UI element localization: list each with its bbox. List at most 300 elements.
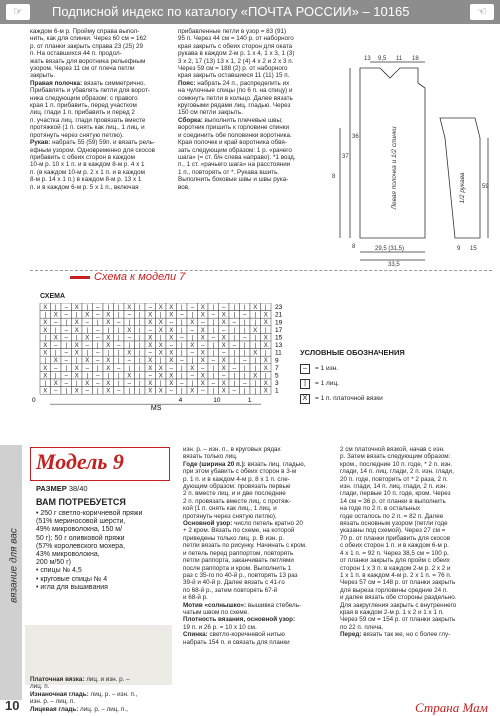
text-line: 2 см платочной вязкой, начав с изн.: [340, 446, 445, 453]
text-line: 150 см петли закрыть.: [178, 109, 243, 117]
chart-symbol: –: [127, 358, 131, 365]
chart-symbol: X: [53, 358, 58, 365]
text-line: изн. р. – лиц. п.: [30, 698, 76, 706]
chart-symbol: X: [127, 373, 132, 380]
text-line: 2 п. вместе лиц. и и две последние: [183, 490, 286, 498]
material-item: (51% мериносовой шерсти,: [36, 518, 126, 526]
chart-symbol: X: [200, 358, 205, 365]
chart-symbol: |: [159, 312, 162, 319]
chart-symbol: X: [169, 381, 174, 387]
chart-symbol: –: [148, 350, 152, 357]
chart-symbol: X: [158, 350, 163, 357]
text-line: протяжкой (1 п. снять как лиц., 1 лиц. и: [30, 124, 145, 132]
chart-symbol: |: [96, 365, 99, 372]
text-column-4: [340, 446, 492, 639]
chart-symbol: X: [200, 335, 205, 342]
row-number: 13: [275, 342, 283, 350]
chart-symbol: X: [169, 327, 174, 334]
chart-symbol: |: [138, 381, 141, 387]
legend-item: | = 1 лиц.: [300, 376, 405, 391]
row-number: 23: [275, 304, 283, 312]
chart-symbol: –: [148, 305, 152, 311]
repeat-label: MS: [150, 405, 162, 413]
chart-symbol: |: [138, 373, 141, 380]
chart-symbol: |: [212, 365, 215, 372]
chart-symbol: X: [221, 381, 226, 387]
chart-symbol: |: [180, 320, 183, 327]
text-line: жать вязать для воротника рельефным: [30, 57, 146, 65]
chart-symbol: |: [138, 305, 141, 311]
chart-symbol: –: [96, 312, 100, 319]
text-line: на чулочные спицы (по 6 п. на спицу) и: [178, 87, 293, 95]
chart-symbol: X: [127, 305, 132, 311]
chart-symbol: –: [148, 327, 152, 334]
row-zero-label: 0: [32, 397, 36, 405]
chart-symbol: |: [243, 350, 246, 357]
chart-symbol: X: [190, 365, 195, 372]
chart-symbol: |: [254, 335, 257, 342]
chart-symbol: |: [233, 312, 236, 319]
chart-symbol: –: [180, 335, 184, 342]
chart-symbol: X: [106, 320, 111, 327]
chart-symbol: X: [74, 327, 79, 334]
text-line: прибавленные петли в узор = 83 (91): [178, 28, 287, 35]
text-line: ефным узором. Одновременно для скосов: [30, 146, 155, 154]
chart-symbol: –: [64, 373, 68, 380]
chart-symbol: –: [96, 350, 100, 357]
chart-symbol: X: [221, 312, 226, 319]
text-line: п., 1 ст. «рачьего шага» на расстоянии: [178, 161, 291, 169]
chart-symbol: |: [180, 365, 183, 372]
chart-symbol: |: [159, 335, 162, 342]
chart-symbol: –: [96, 335, 100, 342]
text-line: раз с 35-го по 40-й р., повторять 13 раз: [183, 571, 298, 579]
chart-symbol: X: [253, 373, 258, 380]
chart-symbol: X: [85, 381, 90, 387]
chart-symbol: |: [180, 350, 183, 357]
text-line: петли вязать по рисунку. Начинать с кром.: [183, 542, 307, 550]
text-line: Перед: вязать так же, но с более глу-: [340, 631, 451, 639]
text-line: лиц. п.: [30, 683, 50, 691]
text-line: 19 п. и 26 р. = 10 х 10 см.: [183, 623, 257, 631]
text-line: 2 п. провязать вместе лиц. с протяж-: [183, 497, 291, 505]
chart-symbol: –: [96, 381, 100, 387]
text-line: протянуть через снятую петлю).: [183, 512, 277, 520]
chart-symbol: –: [169, 365, 173, 372]
dim-sleeve-1: 59: [482, 184, 489, 190]
chart-symbol: –: [201, 343, 205, 349]
material-item: 50 г); 50 г оливковой пряжи: [36, 534, 125, 542]
chart-symbol: |: [138, 365, 141, 372]
text-line: п. На оставшихся 44 п. продол-: [30, 50, 122, 58]
chart-symbol: X: [106, 335, 111, 342]
material-item: • круговые спицы № 4: [36, 575, 108, 583]
chart-symbol: |: [128, 343, 131, 349]
chart-symbol: X: [148, 335, 153, 342]
chart-symbol: |: [254, 312, 257, 319]
chart-symbol: X: [200, 327, 205, 334]
chart-symbol: –: [211, 335, 215, 342]
text-line: для выреза горловины средние 24 п.: [340, 586, 449, 594]
chart-symbol: –: [54, 365, 58, 372]
chart-symbol: |: [117, 350, 120, 357]
chart-symbol: |: [243, 388, 246, 395]
chart-symbol: X: [74, 350, 79, 357]
chart-symbol: |: [212, 373, 215, 380]
chart-symbol: –: [180, 358, 184, 365]
chart-symbol: |: [180, 305, 183, 311]
chart-symbol: –: [232, 343, 236, 349]
dim-top-2: 9,5: [378, 56, 387, 62]
chart-symbol: |: [138, 320, 141, 327]
text-line: рукава в каждом 2-м р. 1 х 4, 1 х 3, 1 (3): [178, 50, 295, 58]
chart-symbol: |: [75, 335, 78, 342]
text-line: р. Затем вязать следующим образом:: [340, 453, 451, 461]
chart-symbol: –: [85, 320, 89, 327]
chart-symbol: |: [212, 327, 215, 334]
chart-symbol: |: [254, 388, 257, 395]
chart-symbol: –: [169, 320, 173, 327]
chart-symbol: |: [212, 388, 215, 395]
dim-bottom-1: 8: [352, 244, 356, 250]
legend-item: X = 1 п. платочной вязки: [300, 391, 405, 406]
chart-symbol: –: [222, 327, 226, 334]
chart-symbol: –: [85, 388, 89, 395]
chart-symbol: |: [243, 327, 246, 334]
legend-item: – = 1 изн.: [300, 361, 405, 376]
chart-symbol: X: [53, 381, 58, 387]
text-line: глади, 14 п. лиц. глади, 2 п. изн. глади,: [340, 468, 454, 476]
text-line: 20 п. годе, повторить от * 2 раза, 2 п.: [340, 475, 448, 483]
watermark: Страна Мам: [415, 700, 488, 715]
chart-symbol: |: [254, 381, 257, 387]
text-line: Края полочек и край воротника обвя-: [178, 139, 287, 147]
chart-symbol: X: [127, 327, 132, 334]
hand-pointing-icon: ☞: [6, 4, 30, 20]
chart-symbol: |: [180, 343, 183, 349]
chart-symbol: |: [138, 350, 141, 357]
chart-symbol: |: [180, 388, 183, 395]
text-line: изн. глади, 14 п. лиц. глади, 2 п. изн.: [340, 483, 448, 491]
dim-top-3: 11: [396, 56, 403, 62]
chart-symbol: |: [44, 381, 47, 387]
chart-symbol: –: [96, 327, 100, 334]
chart-symbol: |: [44, 312, 47, 319]
chart-symbol: |: [107, 350, 110, 357]
chart-symbol: X: [221, 365, 226, 372]
chart-symbol: |: [75, 381, 78, 387]
text-line: Рукав: набрать 55 (59) 59п. и вязать рель-: [30, 139, 156, 147]
chart-symbol: –: [201, 388, 205, 395]
garment-schematic: [330, 28, 495, 268]
text-line: п. участка лиц. глади провязать вместе: [30, 116, 146, 124]
chart-symbol: –: [222, 305, 226, 311]
chart-symbol: X: [221, 335, 226, 342]
chart-symbol: –: [64, 305, 68, 311]
chart-symbol: X: [106, 365, 111, 372]
chart-symbol: –: [180, 381, 184, 387]
chart-symbol: –: [117, 388, 121, 395]
dim-sleeve-2: 9: [457, 246, 461, 252]
row-number: 11: [275, 349, 282, 357]
chart-symbol: X: [200, 381, 205, 387]
chart-symbol: X: [221, 320, 226, 327]
chart-symbol: |: [233, 381, 236, 387]
chart-symbol: |: [138, 358, 141, 365]
dim-top-1: 13: [364, 56, 371, 62]
chart-symbol: X: [263, 312, 268, 319]
text-line: Прибавлять и убавлять петли для ворот-: [30, 87, 150, 95]
chart-symbol: X: [106, 343, 111, 349]
text-line: Для закругления закрыть с внутреннего: [340, 601, 457, 609]
legend-title: УСЛОВНЫЕ ОБОЗНАЧЕНИЯ: [300, 348, 405, 357]
text-line: глади, первые 10 п. годе, кром. Через: [340, 490, 451, 498]
chart-symbol: X: [169, 350, 174, 357]
row-number: 7: [275, 364, 279, 372]
text-column-3: [183, 446, 335, 646]
chart-symbol: X: [74, 365, 79, 372]
chart-symbol: |: [86, 350, 89, 357]
column-number: 4: [178, 397, 183, 405]
text-line: Годе (ширина 20 п.): вязать лиц. гладью,: [183, 460, 306, 468]
text-line: п. и в каждом 6-м р. 5 х 1 п., включая: [30, 183, 139, 191]
chart-symbol: |: [264, 305, 267, 311]
text-line: и далее вязать обе стороны раздельно.: [340, 594, 457, 602]
chart-symbol: –: [64, 350, 68, 357]
text-line: Плотность вязания, основной узор:: [183, 616, 296, 624]
sleeve-label: 1/2 рукава: [459, 172, 466, 204]
chart-symbol: –: [190, 305, 194, 311]
row-number: 17: [275, 326, 283, 334]
material-item: 49% микроволокна, 150 м/: [36, 526, 123, 534]
row-number: 15: [275, 334, 283, 342]
text-line: р. от планки закрыть справа 23 (25) 29: [30, 42, 143, 50]
chart-symbol: X: [200, 350, 205, 357]
side-label: вязание для вас: [8, 528, 20, 603]
text-line: Платочная вязка: лиц. и изн. р. –: [30, 676, 130, 683]
row-number: 3: [275, 380, 279, 388]
chart-symbol: X: [85, 358, 90, 365]
text-line: п. (в каждом 10-м р. 2 х 1 п. и в каждом: [30, 168, 145, 176]
text-line: при этом убавить с обеих сторон в 3-м: [183, 468, 297, 476]
text-line: чатым швом по схеме.: [183, 608, 250, 616]
chart-symbol: –: [54, 320, 58, 327]
chart-symbol: –: [148, 373, 152, 380]
chart-symbol: X: [43, 365, 48, 372]
header-title: Подписной индекс по каталогу «ПОЧТА РОССИИ» – 10165: [52, 4, 410, 19]
chart-symbol: X: [158, 327, 163, 334]
dim-bottom-2: 29,5 (31,5): [375, 246, 405, 252]
chart-symbol: |: [96, 320, 99, 327]
chart-symbol: X: [158, 305, 163, 311]
text-line: + 2 кром. Вязать по схеме, на которой: [183, 527, 295, 535]
text-line: края 1 п. прибавить, перед участком: [30, 102, 137, 110]
chart-symbol: |: [138, 343, 141, 349]
schema-label: СХЕМА: [40, 293, 66, 300]
chart-symbol: –: [117, 343, 121, 349]
chart-symbol: |: [117, 312, 120, 319]
chart-symbol: |: [128, 320, 131, 327]
chart-symbol: |: [212, 320, 215, 327]
chart-symbol: |: [65, 388, 68, 395]
chart-symbol: X: [43, 350, 48, 357]
text-line: Правая полочка: вязать симметрично.: [30, 79, 146, 87]
chart-symbol: –: [117, 320, 121, 327]
chart-symbol: –: [127, 312, 131, 319]
chart-symbol: –: [85, 343, 89, 349]
row-number: 5: [275, 372, 279, 380]
page-number: 10: [5, 698, 20, 713]
chart-symbol: X: [148, 358, 153, 365]
chart-symbol: |: [243, 343, 246, 349]
chart-symbol: X: [221, 343, 226, 349]
text-line: Мотив «солнышко»: вышивка стебель-: [183, 601, 302, 609]
chart-symbol: |: [128, 365, 131, 372]
chart-symbol: |: [212, 343, 215, 349]
chart-symbol: –: [127, 381, 131, 387]
chart-symbol: X: [148, 312, 153, 319]
chart-symbol: X: [190, 320, 195, 327]
chart-symbol: |: [54, 305, 57, 311]
text-line: вов.: [178, 183, 190, 191]
chart-symbol: X: [43, 343, 48, 349]
chart-symbol: |: [86, 305, 89, 311]
text-line: Выполнить боковые швы и швы рука-: [178, 176, 289, 184]
chart-symbol: X: [106, 381, 111, 387]
text-line: 1 х 1 п. в каждом 4-м р. 2 х 1 п. = 76 п.: [340, 571, 452, 579]
materials-list: [36, 510, 171, 592]
chart-symbol: |: [180, 373, 183, 380]
text-line: и петель перед раппортом, повторять: [183, 549, 294, 557]
chart-symbol: |: [107, 373, 110, 380]
chart-symbol: |: [65, 365, 68, 372]
chart-symbol: X: [158, 320, 163, 327]
row-number: 9: [275, 357, 279, 365]
chart-symbol: –: [211, 312, 215, 319]
text-line: круговыми рядами лиц. гладью. Через: [178, 102, 291, 110]
chart-symbol: X: [200, 373, 205, 380]
text-line: кой (1 п. снять как лиц., 1 лиц. и: [183, 505, 277, 513]
chart-symbol: –: [243, 358, 247, 365]
chart-symbol: X: [158, 365, 163, 372]
chart-symbol: X: [253, 305, 258, 311]
chart-symbol: |: [254, 365, 257, 372]
chart-symbol: |: [54, 350, 57, 357]
text-line: Через 57 см = 148 р. от планки закрыть: [340, 579, 456, 587]
text-line: воротник пришить к горловине спинки: [178, 124, 290, 132]
chart-symbol: –: [127, 335, 131, 342]
chart-symbol: |: [254, 343, 257, 349]
text-line: Пояс: набрать 24 п., распределить их: [178, 79, 290, 87]
chart-symbol: X: [106, 358, 111, 365]
text-line: по 68-й р., затем повторять 67-й: [183, 586, 278, 594]
chart-symbol: X: [74, 373, 79, 380]
text-line: края закрыть оставшиеся 11 (11) 15 п.: [178, 72, 290, 80]
chart-symbol: X: [148, 388, 153, 395]
chart-symbol: |: [264, 327, 267, 334]
chart-symbol: –: [64, 358, 68, 365]
text-line: зать следующим образом: 1 р. «рачего: [178, 146, 292, 154]
text-line: Через 59 см = 154 р. от планки закрыть: [340, 616, 456, 624]
text-line: 8-м р. 14 х 1 п.) в каждом 8-м р. 13 х 1: [30, 176, 142, 184]
text-column-1: [30, 28, 172, 191]
chart-symbol: |: [191, 381, 194, 387]
chart-symbol: |: [86, 373, 89, 380]
chart-symbol: |: [233, 373, 236, 380]
dim-side-2: 37: [342, 154, 349, 160]
material-item: 43% микроволокна,: [36, 551, 100, 559]
text-line: прибавить с обеих сторон в каждом: [30, 153, 135, 161]
chart-symbol: |: [159, 358, 162, 365]
chart-symbol: X: [43, 305, 48, 311]
chart-symbol: X: [263, 365, 268, 372]
chart-symbol: –: [222, 350, 226, 357]
chart-symbol: –: [169, 388, 173, 395]
chart-symbol: |: [233, 350, 236, 357]
chart-symbol: –: [222, 373, 226, 380]
chart-symbol: |: [44, 358, 47, 365]
chart-symbol: X: [190, 343, 195, 349]
chart-symbol: X: [169, 335, 174, 342]
text-line: узором. Через 11 см от плеча петли: [30, 65, 135, 73]
text-line: вязать основным узором (петли годе: [340, 520, 448, 528]
chart-symbol: –: [243, 335, 247, 342]
chart-symbol: |: [44, 335, 47, 342]
text-line: каждом 6-м р. Пройму справа выпол-: [30, 28, 140, 35]
chart-symbol: X: [169, 373, 174, 380]
text-line: кром., последние 10 п. годе, * 2 п. изн.: [340, 460, 453, 468]
chart-symbol: |: [191, 335, 194, 342]
text-line: протянуть через снятую петлю).: [30, 131, 124, 139]
text-line: ника следующим образом: с правого: [30, 94, 138, 102]
chart-symbol: –: [96, 305, 100, 311]
text-line: с обеих сторон 1 п. и в каждом 6-м р.: [340, 542, 449, 550]
chart-symbol: X: [253, 327, 258, 334]
material-item: • спицы № 4,5: [36, 567, 82, 575]
text-line: 4 х 1 п. = 92 п. Через 38,5 см = 100 р.: [340, 549, 449, 557]
text-line: края в каждом 2-м р. 1 х 2 и 1 х 1 п.: [340, 608, 444, 616]
stitch-definitions: [30, 676, 172, 713]
chart-symbol: |: [212, 350, 215, 357]
text-line: дующим образом: провязать первые: [183, 483, 291, 491]
dim-bottom-3: 33,5: [388, 262, 400, 268]
chart-symbol: –: [54, 343, 58, 349]
chart-symbol: |: [191, 358, 194, 365]
chart-symbol: –: [211, 358, 215, 365]
text-line: 70 р. от планки прибавить для скосов: [340, 534, 451, 542]
chart-symbol: |: [96, 388, 99, 395]
size-line: РАЗМЕР 38/40: [36, 484, 88, 493]
text-line: Изнаночная гладь: лиц. р. – изн. п.,: [30, 690, 138, 698]
text-line: сомкнуть петли в кольцо. Далее вязать: [178, 94, 293, 102]
text-line: закрыть.: [30, 72, 56, 80]
text-line: р. 1 п. и в каждом 4-м р. 8 х 1 п. сле-: [183, 475, 290, 483]
text-line: края закрыть с обеих сторон для оката: [178, 42, 293, 50]
chart-symbol: –: [243, 312, 247, 319]
dim-side-3: 36: [352, 134, 359, 140]
chart-symbol: |: [264, 350, 267, 357]
chart-symbol: –: [169, 343, 173, 349]
chart-symbol: X: [158, 373, 163, 380]
text-line: Спинка: светло-коричневой нитью: [183, 631, 285, 639]
chart-symbol: |: [233, 305, 236, 311]
column-number: 1: [247, 397, 252, 405]
text-line: по 22 п. плеча.: [340, 623, 384, 631]
chart-symbol: |: [117, 335, 120, 342]
text-line: Лицевая гладь: лиц. р. – лиц. п.,: [30, 705, 128, 713]
chart-symbol: X: [169, 312, 174, 319]
chart-symbol: X: [106, 312, 111, 319]
